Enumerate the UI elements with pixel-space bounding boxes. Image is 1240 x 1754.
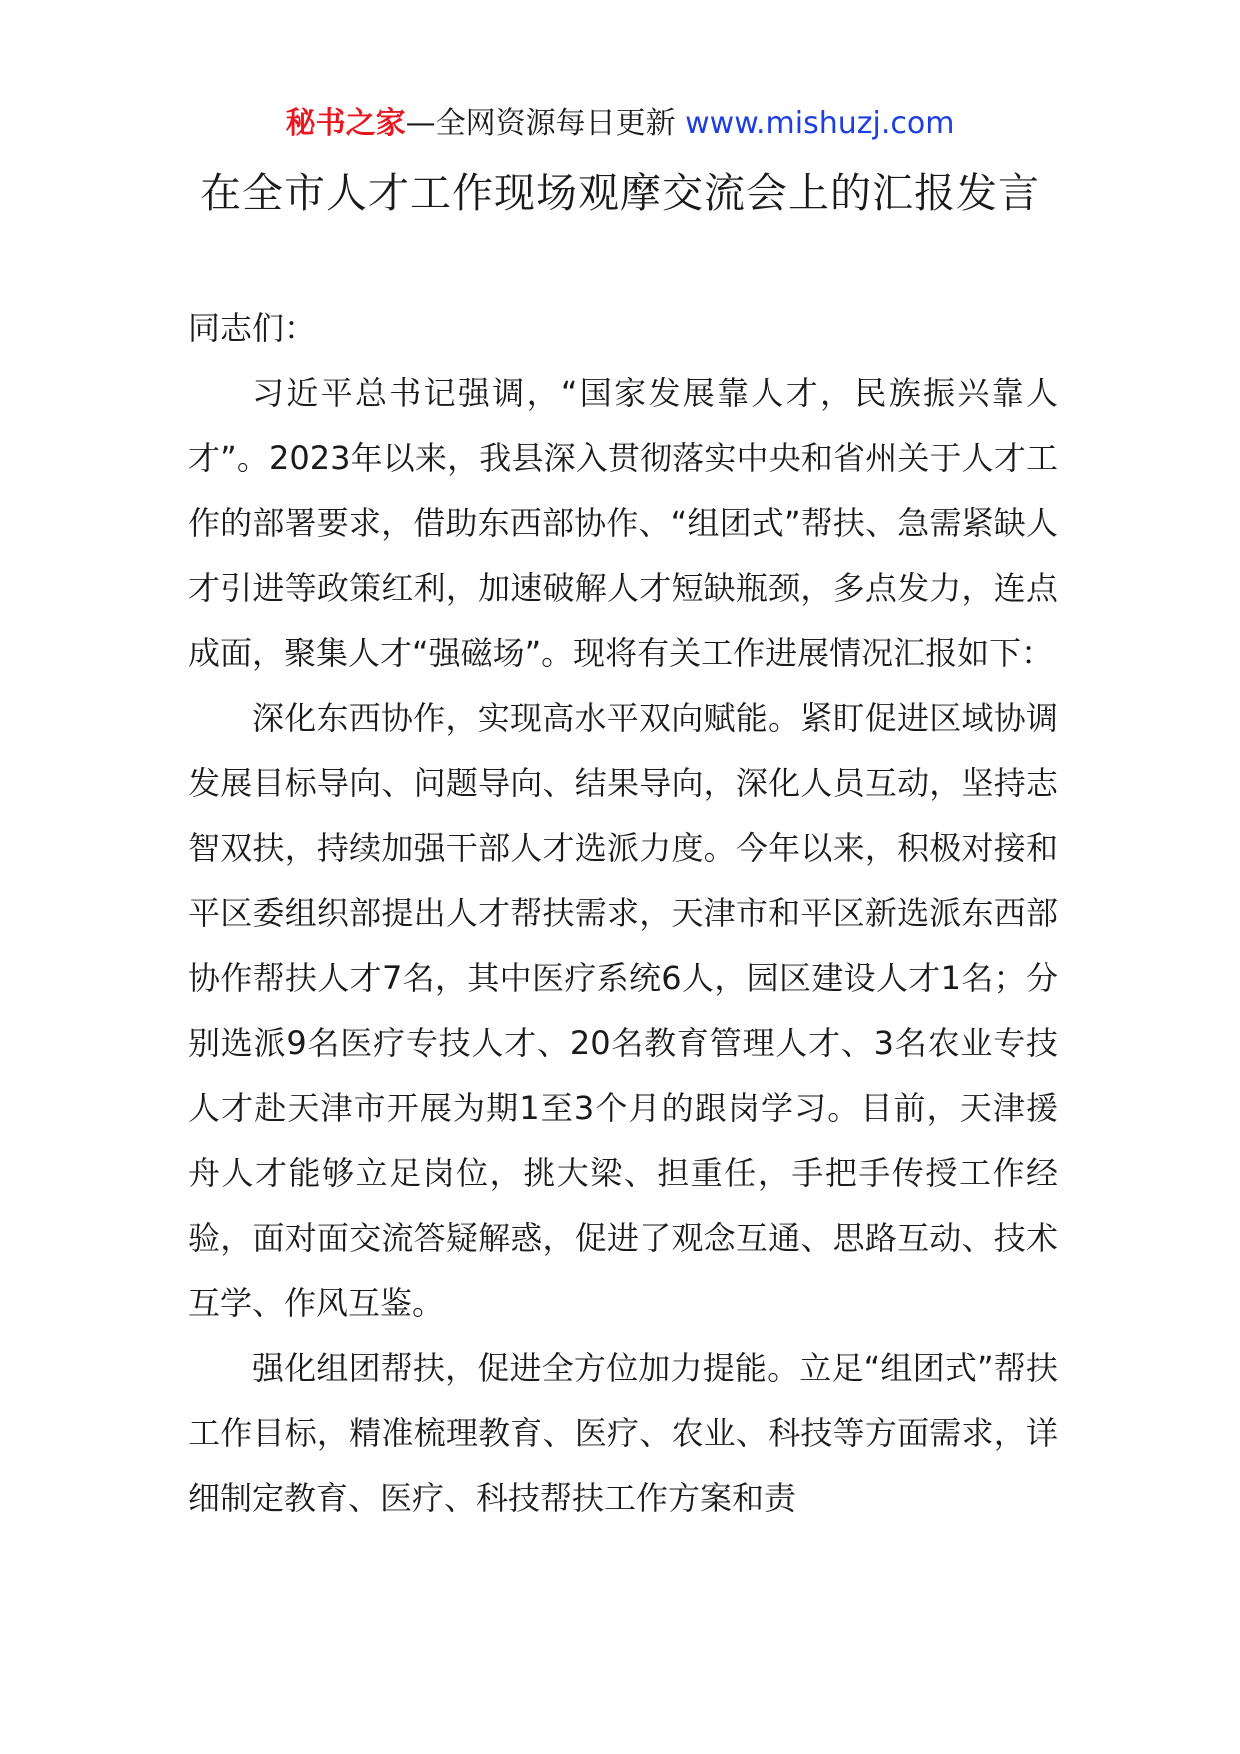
- watermark-url-link[interactable]: www.mishuzj.com: [685, 106, 955, 141]
- paragraph-lead: 深化东西协作，实现高水平双向赋能。: [252, 699, 801, 737]
- document-title: 在全市人才工作现场观摩交流会上的汇报发言: [200, 169, 1040, 217]
- watermark-tagline: —全网资源每日更新: [405, 106, 676, 141]
- document-body: [188, 296, 1058, 1531]
- watermark-brand: 秘书之家: [285, 106, 406, 141]
- paragraph-lead: 强化组团帮扶，促进全方位加力提能。: [252, 1349, 800, 1387]
- paragraph-3: [188, 1336, 1058, 1531]
- paragraph-text: 紧盯促进区域协调发展目标导向、问题导向、结果导向，深化人员互动，坚持志智双扶，持续加强干部人才选派力度。今年以来，积极对接和平区委组织部提出人才帮扶需求，天津市和平区新选派东西部协作帮扶人才7名，其中医疗系统6人，园区建设人才1名；分别选派9名医疗专技人才、20名教育管理人才、3名农业专技人才赴天津市开展为期1至3个月的跟岗学习。目前，天津援舟人才能够立足岗位，挑大梁、担重任，手把手传授工作经验，面对面交流答疑解惑，促进了观念互通、思路互动、技术互学、作风互鉴。: [188, 699, 1058, 1322]
- paragraph-text: 立足“组团式”帮扶工作目标，精准梳理教育、医疗、农业、科技等方面需求，详细制定教育、医疗、科技帮扶工作方案和责: [188, 1349, 1058, 1517]
- paragraph-text: 习近平总书记强调，“国家发展靠人才，民族振兴靠人才”。2023年以来，我县深入贯彻落实中央和省州关于人才工作的部署要求，借助东西部协作、“组团式”帮扶、急需紧缺人才引进等政策红利，加速破解人才短缺瓶颈，多点发力，连点成面，聚集人才“强磁场”。现将有关工作进展情况汇报如下：: [188, 374, 1058, 672]
- salutation: 同志们：: [188, 309, 317, 347]
- paragraph-1: [188, 361, 1058, 686]
- watermark-header: [0, 104, 1240, 144]
- paragraph-2: [188, 686, 1058, 1336]
